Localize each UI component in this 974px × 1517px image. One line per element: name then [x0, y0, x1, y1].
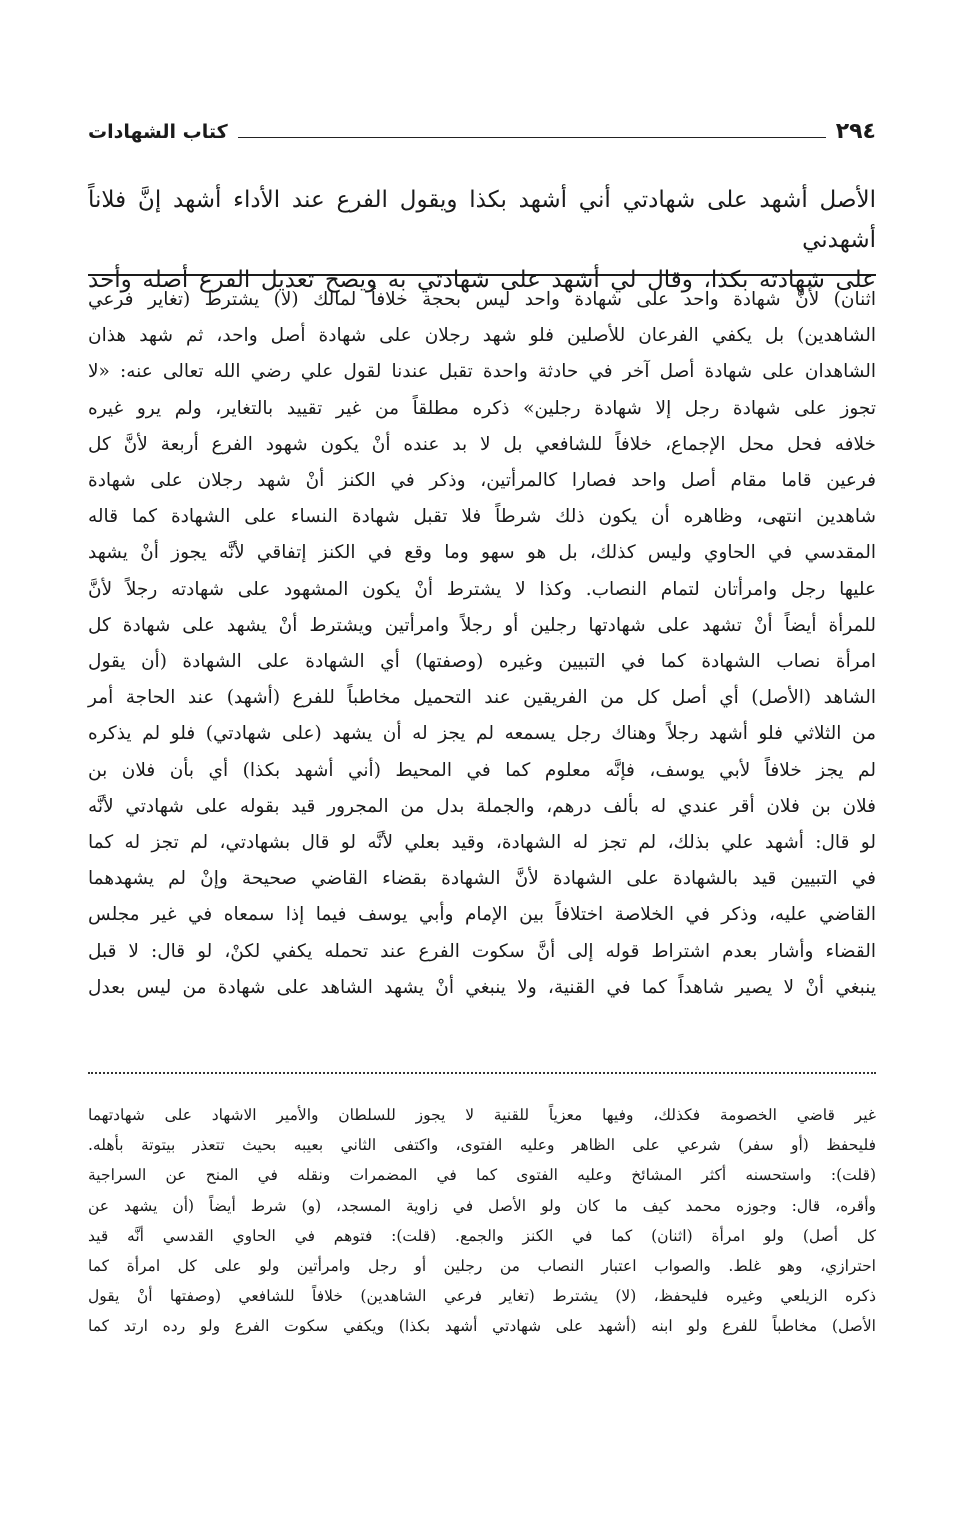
main-text-line: الأصل أشهد على شهادتي أني أشهد بكذا ويقول الفرع عند الأداء أشهد إنَّ فلاناً أشهدني	[88, 187, 876, 253]
main-text-line: على شهادته بكذا، وقال لي أشهد على شهادتي به ويصح تعديل الفرع أصله وأحد	[88, 267, 876, 293]
commentary-line: القضاء وأشار بعدم اشتراط قوله إلى أنَّ سكوت الفرع عند تحمله يكفي لكنْ، لو قال: لا قبل	[88, 940, 876, 962]
footnote-line: احترازي، وهو غلط. والصواب اعتبار النصاب من رجلين أو رجل وامرأتين ولو على كل امرأة كما	[88, 1257, 876, 1276]
commentary-line: خلافه فحل محل الإجماع، خلافاً للشافعي بل لا بد عنده أنْ يكون شهود الفرع أربعة لأنَّ كل	[88, 433, 876, 455]
book-title: كتاب الشهادات	[88, 121, 228, 143]
commentary-line: الشاهدان على شهادة أصل آخر في حادثة واحدة تقبل عندنا لقول علي رضي الله تعالى عنه: «لا	[88, 361, 876, 383]
footnote-separator	[88, 1072, 876, 1084]
book-page	[88, 112, 876, 1412]
commentary-line: لو قال: أشهد علي بذلك، لم تجز له الشهادة، وقيد بعلي لأنَّه لو قال بشهادتي، لم تجز له كما	[88, 832, 876, 854]
footnote-line: غير قاضي الخصومة فكذلك، وفيها معزياً للقنية لا يجوز للسلطان والأمير الاشهاد على شهادتهما	[88, 1106, 876, 1124]
commentary-line: عليها رجل وامرأتان لتمام النصاب. وكذا لا يشترط أنْ يكون المشهود على شهادته رجلاً لأنَّ	[88, 578, 876, 600]
page-number: ٢٩٤	[835, 119, 876, 144]
footnotes	[88, 1100, 876, 1342]
footnote-line: فليحفظ (أو سفر) شرعي على الظاهر وعليه الفتوى، واكتفى الثاني بعيبه بحيث تتعذر بيتوتة بأهله.	[88, 1136, 876, 1155]
commentary-line: امرأة نصاب الشهادة كما في التبيين وغيره (وصفتها) أي الشهادة على الشهادة (أن يقول	[88, 651, 876, 673]
footnote-line: ذكره الزيلعي وغيره فليحفظ، (لا) يشترط (تغاير فرعي الشاهدين) خلافاً للشافعي (وصفتها أنْ يقول	[88, 1287, 876, 1306]
main-text-divider	[88, 274, 876, 276]
footnote-line: (قلت): واستحسنه أكثر المشائخ وعليه الفتوى كما في المضمرات ونقله في المنح عن السراجية	[88, 1166, 876, 1185]
commentary-line: القاضي عليه، وذكر في الخلاصة اختلافاً بين الإمام وأبي يوسف فيما إذا سمعاه في غير مجلس	[88, 904, 876, 926]
commentary-line: الشاهدين) بل يكفي الفرعان للأصلين فلو شهد رجلان على شهادة أصل واحد، ثم شهد هذان	[88, 325, 876, 347]
commentary-line: للمرأة أيضاً أنْ تشهد على شهادتها رجلين أو رجلاً وامرأتين ويشترط أنْ يشهد على شهادة كل	[88, 614, 876, 636]
header-rule	[238, 137, 826, 138]
commentary-text	[88, 282, 876, 1006]
commentary-line: من الثلاثي فلو أشهد رجلاً وهناك رجل يسمعه لم يجز له أن يشهد (على شهادتي) فلو لم يذكره	[88, 723, 876, 745]
footnote-line: وأقره، قال: وجوزه محمد كيف ما كان ولو الأصل في زاوية المسجد، (و) شرط أيضاً (أن يشهد عن	[88, 1196, 876, 1215]
footnote-line: الأصل) مخاطباً للفرع ولو ابنه (أشهد على شهادتي أشهد بكذا) ويكفي سكوت الفرع ولو رده ارتد كما	[88, 1317, 876, 1336]
commentary-line: لم يجز خلافاً لأبي يوسف، فإنَّه معلوم كما في المحيط (أني أشهد بكذا) أي بأن فلان بن	[88, 759, 876, 781]
commentary-line: شاهدين انتهى، وظاهره أن يكون ذلك شرطاً فلا تقبل شهادة النساء على الشهادة كما قاله	[88, 506, 876, 528]
commentary-line: اثنان) لأنَّ شهادة واحد على شهادة واحد ليس بحجة خلافاً لمالك (لا) يشترط (تغاير فرعي	[88, 289, 876, 310]
commentary-line: الشاهد (الأصل) أي أصل كل من الفريقين عند التحميل مخاطباً للفرع (أشهد) عند الحاجة أمر	[88, 687, 876, 709]
footnote-line: كل أصل) ولو امرأة (اثنان) كما في الكنز والجمع. (قلت): فتوهم في الحاوي القدسي أنَّه قيد	[88, 1226, 876, 1245]
commentary-line: في التبيين قيد بالشهادة على الشهادة لأنَّ الشهادة بقضاء القاضي صحيحة وإنْ لم يشهدهما	[88, 868, 876, 890]
commentary-line: ينبغي أنْ لا يصير شاهداً كما في القنية، ولا ينبغي أنْ يشهد الشاهد على شهادة من ليس بعدل	[88, 976, 876, 998]
commentary-line: فرعين قاما مقام أصل واحد فصارا كالمرأتين، وذكر في الكنز أنْ شهد رجلان على شهادة	[88, 470, 876, 492]
commentary-line: فلان بن فلان أقر عندي له بألف درهم، والجملة بدل من المجرور قيد بقوله على شهادتي لأنَّه	[88, 795, 876, 817]
commentary-line: تجوز على شهادة رجل إلا شهادة رجلين» ذكره مطلقاً من غير تقييد بالتغاير، ولم يرو غيره	[88, 397, 876, 419]
commentary-line: المقدسي في الحاوي وليس كذلك، بل هو سهو وما وقع في الكنز إتفاقي لأنَّه يجوز أنْ يشهد	[88, 542, 876, 564]
running-header	[88, 112, 876, 146]
